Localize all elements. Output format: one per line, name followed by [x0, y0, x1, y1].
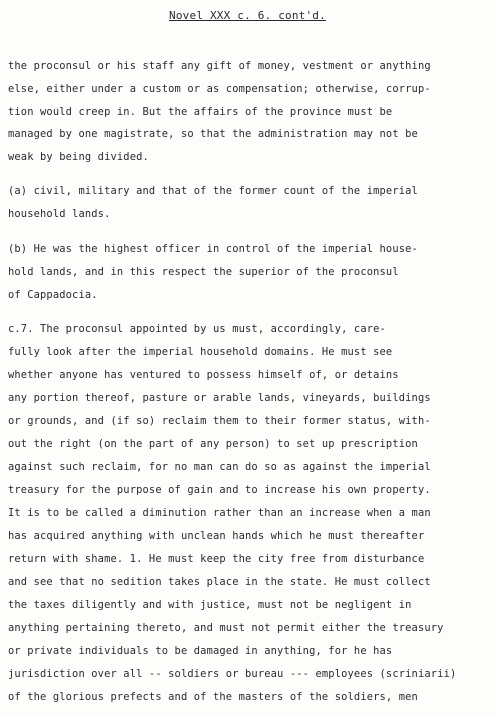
text-line: the proconsul or his staff any gift of money, vestment or anything — [8, 60, 431, 72]
text-line: and see that no sedition takes place in the state. He must collect — [8, 576, 431, 588]
page-header-text: Novel XXX c. 6. cont'd. — [169, 9, 326, 22]
text-line: has acquired anything with unclean hands which he must thereafter — [8, 530, 425, 542]
footnote-a-line: household lands. — [8, 208, 111, 220]
text-line: or grounds, and (if so) reclaim them to their former status, with- — [8, 415, 431, 427]
text-line: against such reclaim, for no man can do so as against the imperial — [8, 461, 431, 473]
text-line: or private individuals to be damaged in anything, for he has — [8, 645, 393, 657]
text-line: managed by one magistrate, so that the administration may not be — [8, 128, 418, 140]
text-line: out the right (on the part of any person) to set up prescription — [8, 438, 418, 450]
text-line: of the glorious prefects and of the masters of the soldiers, men — [8, 691, 418, 703]
text-line: return with shame. 1. He must keep the city free from disturbance — [8, 553, 425, 565]
footnote-b-line: (b) He was the highest officer in control of the imperial house- — [8, 243, 418, 255]
footnote-a-line: (a) civil, military and that of the former count of the imperial — [8, 185, 418, 197]
text-line: It is to be called a diminution rather than an increase when a man — [8, 507, 431, 519]
text-line: whether anyone has ventured to possess himself of, or detains — [8, 369, 399, 381]
text-line: the taxes diligently and with justice, must not be negligent in — [8, 599, 412, 611]
footnote-b-line: of Cappadocia. — [8, 289, 98, 301]
text-line: jurisdiction over all -- soldiers or bureau --- employees (scriniarii) — [8, 668, 457, 680]
text-line: weak by being divided. — [8, 151, 149, 163]
section-c7-line: c.7. The proconsul appointed by us must, accordingly, care- — [8, 323, 386, 335]
footnote-b-line: hold lands, and in this respect the superior of the proconsul — [8, 266, 399, 278]
text-line: treasury for the purpose of gain and to increase his own property. — [8, 484, 431, 496]
text-line: anything pertaining thereto, and must not permit either the treasury — [8, 622, 444, 634]
text-line: else, either under a custom or as compensation; otherwise, corrup- — [8, 83, 431, 95]
text-line: fully look after the imperial household domains. He must see — [8, 346, 393, 358]
text-line: tion would creep in. But the affairs of the province must be — [8, 106, 393, 118]
text-line: any portion thereof, pasture or arable lands, vineyards, buildings — [8, 392, 431, 404]
page-header — [0, 9, 495, 22]
